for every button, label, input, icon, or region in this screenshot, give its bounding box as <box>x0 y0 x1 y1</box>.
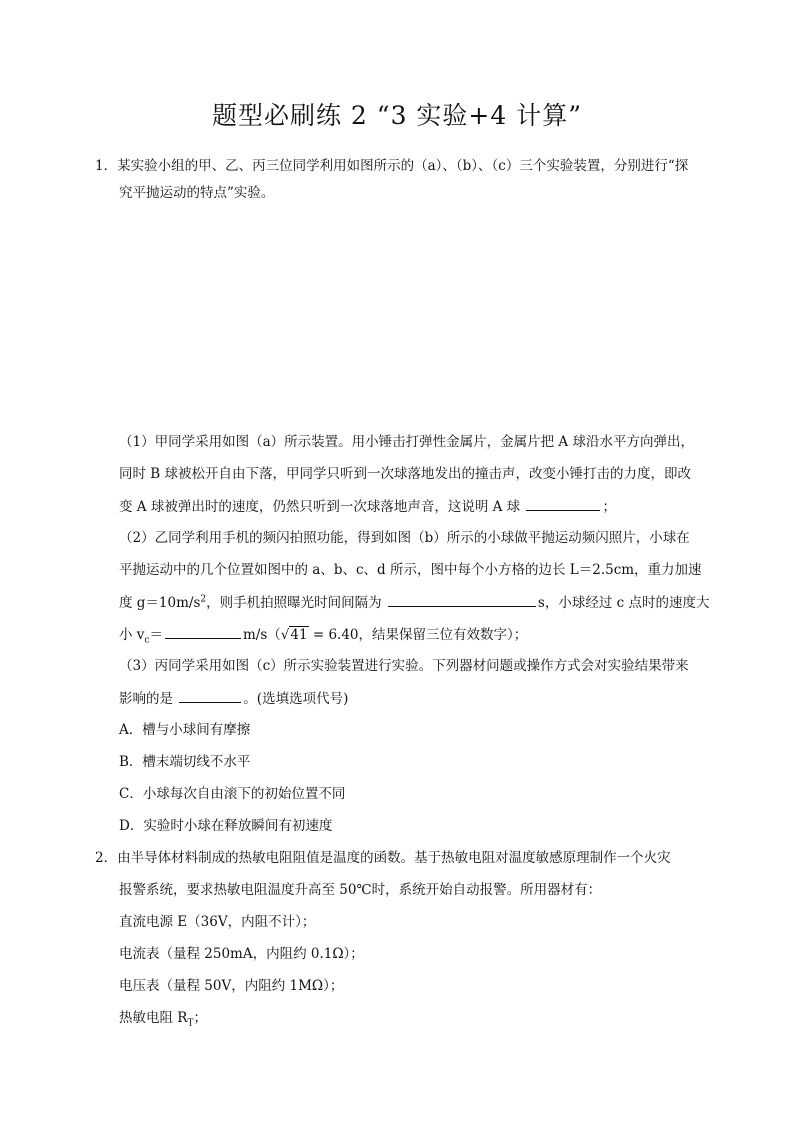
q2-stem-line-2: 报警系统，要求热敏电阻温度升高至 50℃时，系统开始自动报警。所用器材有： <box>119 882 602 898</box>
q1-part2-line-1: （2）乙同学利用手机的频闪拍照功能，得到如图（b）所示的小球做平抛运动频闪照片，小球在 <box>119 530 690 546</box>
q1-part2-line-2: 平抛运动中的几个位置如图中的 a、b、c、d 所示，图中每个小方格的边长 L＝2.5cm，重力加速 <box>119 562 702 578</box>
q1-part2-text-e: = 6.40，结果保留三位有效数字）； <box>308 627 528 643</box>
option-a: A．槽与小球间有摩擦 <box>119 722 251 738</box>
q1-part3-text-a: 影响的是 <box>119 691 178 707</box>
q1-stem-text-1: 某实验小组的甲、乙、丙三位同学利用如图所示的（a）、（b）、（c）三个实验装置，分别进行“探 <box>117 158 689 174</box>
q2-stem-line-1 <box>95 848 671 868</box>
equals-sign: ＝ <box>149 627 163 643</box>
q1-part2-text-b: ，则手机拍照曝光时间间隔为 <box>206 595 386 611</box>
q1-part3-text-b: 。(选填选项代号) <box>243 691 349 707</box>
answer-blank-4[interactable] <box>179 688 241 703</box>
q1-part1-end: ； <box>602 499 616 515</box>
q1-part3-line-2 <box>119 688 348 709</box>
q1-stem-line-1 <box>95 156 688 176</box>
q2-number: 2． <box>95 850 118 866</box>
thermistor-end: ； <box>193 1010 207 1026</box>
answer-blank-3[interactable] <box>165 624 241 639</box>
figure-placeholder <box>96 215 696 420</box>
option-b: B．槽末端切线不水平 <box>119 754 251 770</box>
equipment-item-ammeter: 电流表（量程 250mA，内阻约 0.1Ω）； <box>119 946 364 962</box>
option-c: C．小球每次自由滚下的初始位置不同 <box>119 786 346 802</box>
exponent: 2 <box>200 594 207 605</box>
q1-part1-line-1: （1）甲同学采用如图（a）所示装置。用小锤击打弹性金属片，金属片把 A 球沿水平方向弹出， <box>119 434 694 450</box>
q1-part2-text-d: 小 v <box>119 627 145 643</box>
thermistor-text: 热敏电阻 R <box>119 1010 188 1026</box>
q1-part2-line-4 <box>119 624 527 645</box>
q1-part3-line-1: （3）丙同学采用如图（c）所示实验装置进行实验。下列器材问题或操作方式会对实验结果带来 <box>119 658 689 674</box>
q1-part1-line-3 <box>119 496 616 517</box>
q1-part1-line-2: 同时 B 球被松开自由下落，甲同学只听到一次球落地发出的撞击声，改变小锤打击的力度，即改 <box>119 466 692 482</box>
page-title: 题型必刷练 2 “3 实验+4 计算” <box>211 101 582 130</box>
answer-blank-2[interactable] <box>388 592 536 607</box>
q1-part2-text-c: s，小球经过 c 点时的速度大 <box>537 595 710 611</box>
q2-stem-text-1: 由半导体材料制成的热敏电阻阻值是温度的函数。基于热敏电阻对温度敏感原理制作一个火灾 <box>117 850 671 866</box>
q1-part2-line-3 <box>119 592 710 613</box>
sqrt-radicand: 41 <box>290 627 308 643</box>
answer-blank-1[interactable] <box>526 496 600 511</box>
q1-part2-text-a: 度 g＝10m/s <box>119 595 201 611</box>
subscript-t: T <box>187 1018 194 1029</box>
equipment-item-thermistor <box>119 1008 207 1028</box>
equipment-item-voltmeter: 电压表（量程 50V，内阻约 1MΩ）； <box>119 978 344 994</box>
option-d: D．实验时小球在释放瞬间有初速度 <box>119 818 333 834</box>
sqrt-expression <box>281 625 309 645</box>
sqrt-icon: √ <box>280 627 290 643</box>
equipment-item-power: 直流电源 E（36V，内阻不计）； <box>119 914 316 930</box>
q1-number: 1． <box>95 158 118 174</box>
unit-text: m/s（ <box>242 627 281 643</box>
subscript-c: c <box>144 635 150 646</box>
q1-part1-text: 变 A 球被弹出时的速度，仍然只听到一次球落地声音，这说明 A 球 <box>119 499 525 515</box>
q1-stem-line-2: 究平抛运动的特点”实验。 <box>119 185 275 201</box>
